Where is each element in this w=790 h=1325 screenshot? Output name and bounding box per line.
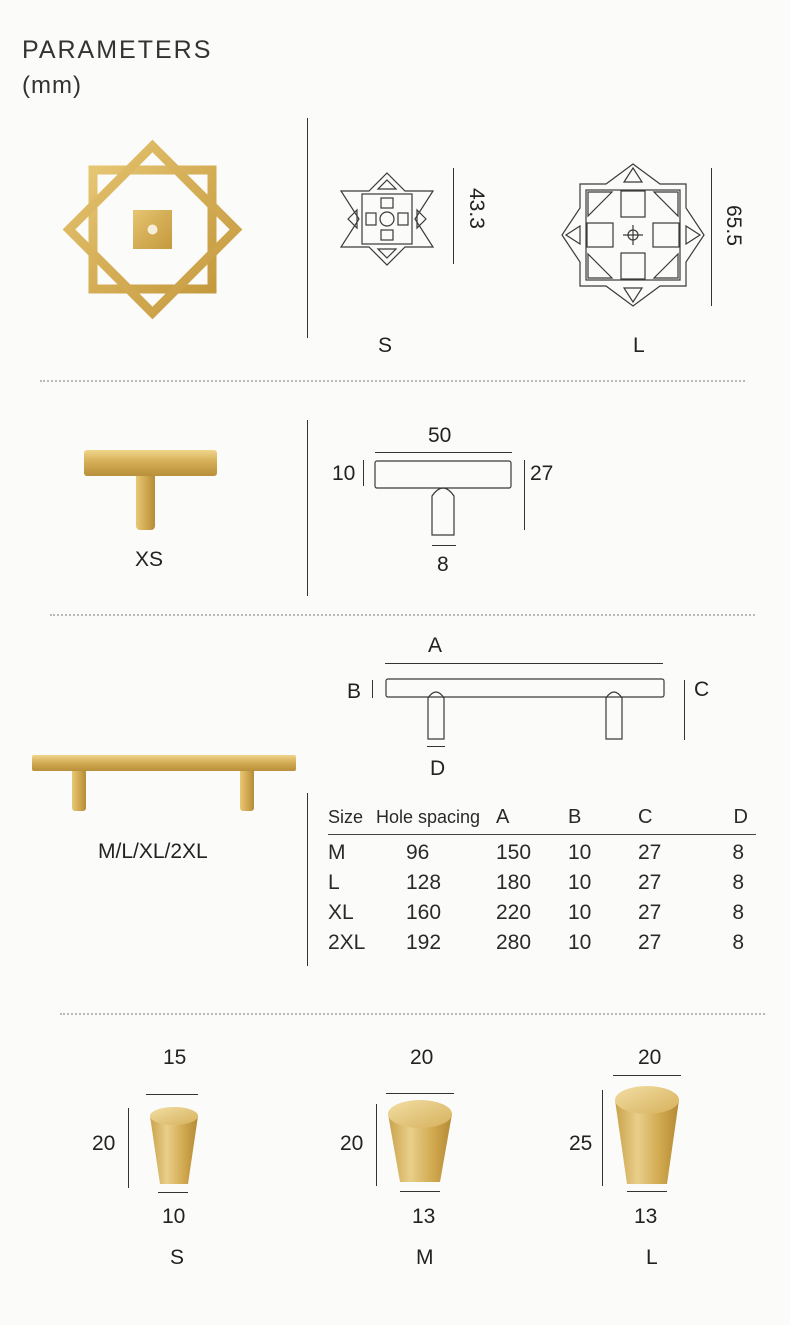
unit-label: (mm): [22, 72, 82, 99]
cell-d: 8: [732, 871, 744, 894]
knob-m-label: M: [416, 1246, 434, 1269]
knob-s-height-value: 20: [92, 1132, 116, 1155]
large-height-value: 65.5: [722, 205, 745, 246]
cell-a: 180: [496, 871, 532, 894]
large-label: L: [633, 334, 645, 357]
long-bar-outline: [385, 678, 667, 742]
xs-tbar-image: [84, 450, 217, 532]
xs-label: XS: [135, 548, 164, 571]
dim-c-label: C: [694, 678, 710, 701]
cell-size: 2XL: [328, 931, 366, 954]
dim-b-line: [372, 680, 373, 698]
table-header-row: [328, 806, 756, 835]
dim-c-line: [684, 680, 685, 740]
cell-c: 27: [638, 931, 662, 954]
header-c: C: [638, 806, 714, 835]
knob-m-image: [386, 1098, 454, 1184]
knob-m-height-value: 20: [340, 1132, 364, 1155]
cell-hole-spacing: 192: [406, 931, 442, 954]
xs-post-line: [432, 545, 456, 546]
cell-size: XL: [328, 901, 354, 924]
cell-a: 280: [496, 931, 532, 954]
divider-2: [50, 614, 755, 616]
large-height-line: [711, 168, 712, 306]
header-b: B: [568, 806, 638, 835]
cell-a: 220: [496, 901, 532, 924]
knob-s-label: S: [170, 1246, 185, 1269]
large-backplate-outline: [560, 162, 706, 308]
small-backplate-outline: [338, 170, 436, 268]
xs-width-line: [375, 452, 512, 453]
small-height-line: [453, 168, 454, 264]
header-a: A: [496, 806, 568, 835]
cell-hole-spacing: 160: [406, 901, 442, 924]
table-row: [328, 895, 756, 925]
cell-b: 10: [568, 901, 592, 924]
dim-d-label: D: [430, 757, 446, 780]
xs-width-value: 50: [428, 424, 452, 447]
long-bar-image: [32, 755, 296, 811]
knob-s-bottom-value: 10: [162, 1205, 186, 1228]
knob-l-top-value: 20: [638, 1046, 662, 1069]
size-spec-table: [328, 806, 756, 955]
knob-s-bottom-line: [158, 1192, 188, 1193]
brass-backplate-image: [55, 132, 250, 327]
cell-d: 8: [732, 841, 744, 864]
xs-thickness-line: [363, 460, 364, 486]
xs-height-value: 27: [530, 462, 554, 485]
cell-hole-spacing: 96: [406, 841, 430, 864]
cell-c: 27: [638, 901, 662, 924]
cell-d: 8: [732, 901, 744, 924]
xs-post-value: 8: [437, 553, 449, 576]
knob-s-image: [148, 1106, 200, 1186]
table-row: [328, 835, 756, 866]
section3-divider: [307, 793, 308, 966]
table-row: [328, 925, 756, 955]
dim-b-label: B: [347, 680, 362, 703]
dim-a-label: A: [428, 634, 443, 657]
cell-b: 10: [568, 841, 592, 864]
divider-1: [40, 380, 745, 382]
knob-l-bottom-value: 13: [634, 1205, 658, 1228]
small-height-value: 43.3: [465, 188, 488, 229]
cell-d: 8: [732, 931, 744, 954]
cell-c: 27: [638, 841, 662, 864]
knob-l-label: L: [646, 1246, 658, 1269]
knob-m-height-line: [376, 1104, 377, 1186]
knob-l-height-line: [602, 1090, 603, 1186]
section1-divider: [307, 118, 308, 338]
small-label: S: [378, 334, 393, 357]
knob-l-top-line: [613, 1075, 681, 1076]
knob-s-top-value: 15: [163, 1046, 187, 1069]
cell-b: 10: [568, 931, 592, 954]
long-bar-label: M/L/XL/2XL: [98, 840, 208, 863]
table-row: [328, 865, 756, 895]
header-size: Size: [328, 806, 376, 835]
dim-a-line: [385, 663, 663, 664]
cell-b: 10: [568, 871, 592, 894]
cell-hole-spacing: 128: [406, 871, 442, 894]
cell-size: L: [328, 871, 340, 894]
knob-m-top-value: 20: [410, 1046, 434, 1069]
knob-m-top-line: [386, 1093, 454, 1094]
knob-l-height-value: 25: [569, 1132, 593, 1155]
knob-l-image: [613, 1084, 681, 1186]
knob-m-bottom-value: 13: [412, 1205, 436, 1228]
cell-a: 150: [496, 841, 532, 864]
divider-3: [60, 1013, 765, 1015]
xs-height-line: [524, 460, 525, 530]
xs-tbar-outline: [374, 460, 514, 538]
knob-s-height-line: [128, 1108, 129, 1188]
section2-divider: [307, 420, 308, 596]
knob-s-top-line: [146, 1094, 198, 1095]
page-title: PARAMETERS: [22, 36, 213, 64]
dim-d-line: [427, 746, 445, 747]
knob-l-bottom-line: [627, 1191, 667, 1192]
header-d: D: [714, 806, 756, 835]
cell-c: 27: [638, 871, 662, 894]
cell-size: M: [328, 841, 346, 864]
header-hole-spacing: Hole spacing: [376, 806, 496, 835]
xs-thickness-value: 10: [332, 462, 356, 485]
knob-m-bottom-line: [400, 1191, 440, 1192]
